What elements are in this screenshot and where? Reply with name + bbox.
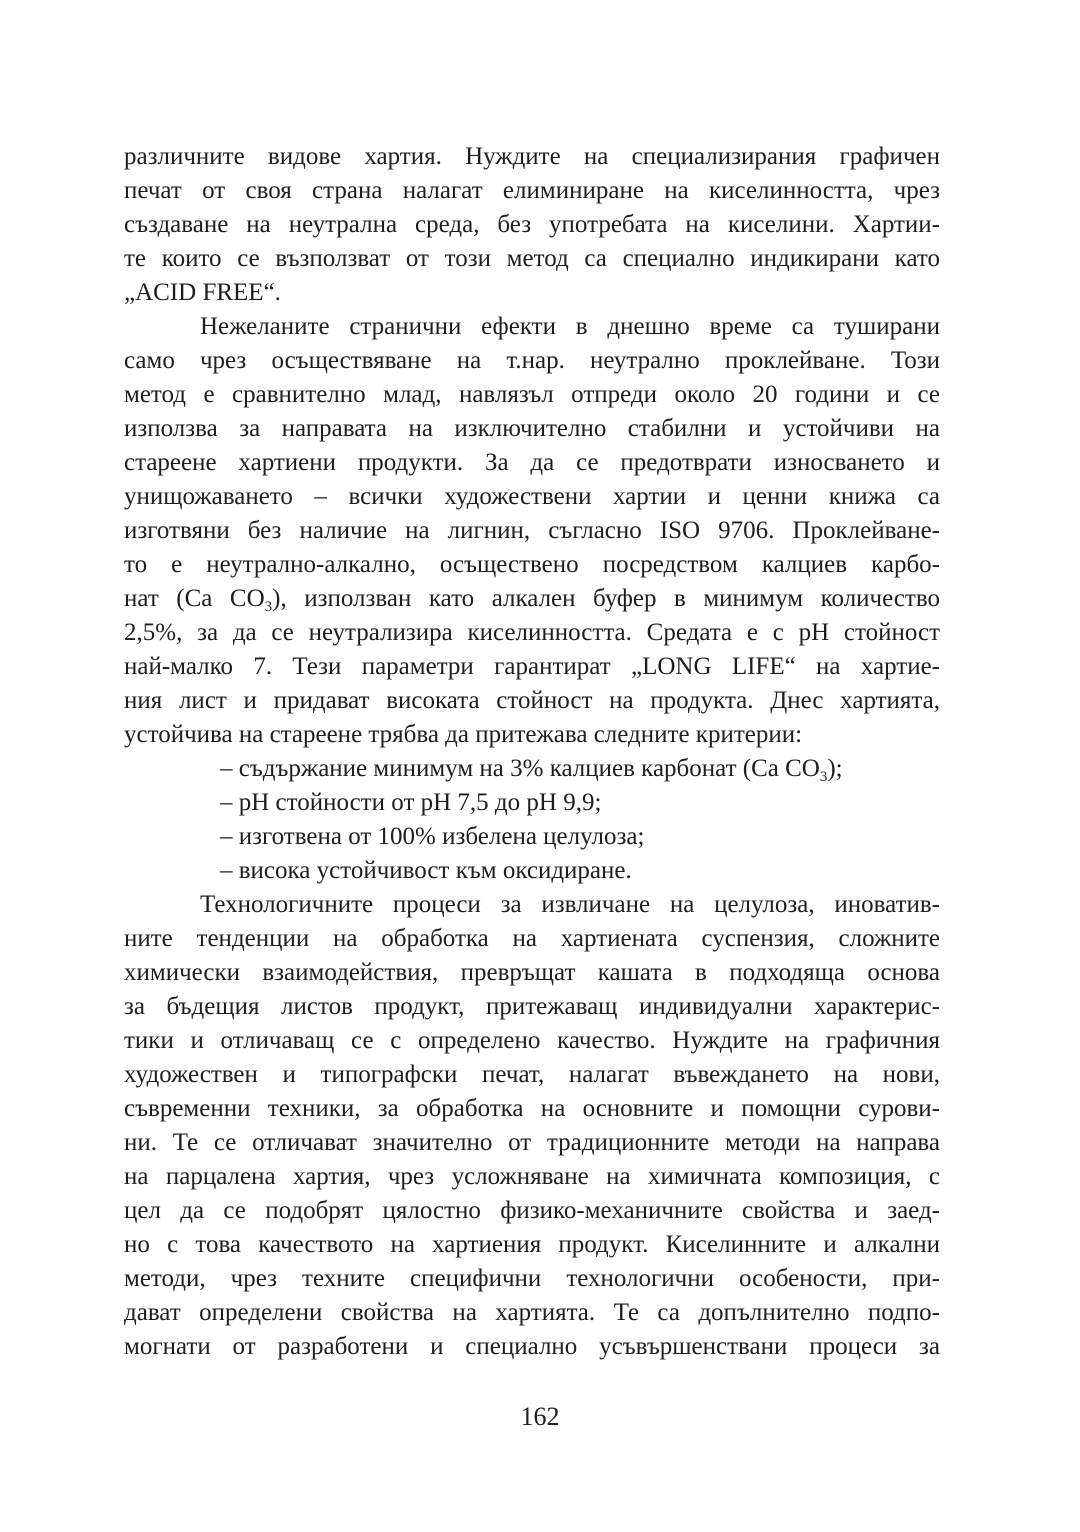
list-item bbox=[124, 752, 940, 786]
text-line: ните тенденции на обработка на хартиената суспензия, сложните bbox=[124, 925, 940, 952]
text-line: стареене хартиени продукти. За да се предотврати износването и bbox=[124, 449, 940, 476]
text-line: те които се възползват от този метод са специално индикирани като bbox=[124, 245, 940, 272]
text-line: „ACID FREE“. bbox=[124, 279, 281, 306]
text-line: Нежеланите странични ефекти в днешно време са туширани bbox=[200, 313, 940, 340]
paragraph bbox=[124, 310, 940, 752]
text-line: само чрез осъществяване на т.нар. неутрално проклейване. Този bbox=[124, 347, 940, 374]
text-line: създаване на неутрална среда, без употребата на киселини. Хартии- bbox=[124, 211, 940, 238]
text-line: метод е сравнително млад, навлязъл отпреди около 20 години и се bbox=[124, 381, 940, 408]
paragraph bbox=[124, 888, 940, 1364]
text-line: но с това качеството на хартиения продукт. Киселинните и алкални bbox=[124, 1231, 940, 1258]
page-number: 162 bbox=[520, 1402, 560, 1431]
text-line: методи, чрез техните специфични технологични особености, при- bbox=[124, 1265, 940, 1292]
text-line: използва за направата на изключително стабилни и устойчиви на bbox=[124, 415, 940, 442]
list-item: – изготвена от 100% избелена целулоза; bbox=[220, 823, 645, 850]
text-line: на парцалена хартия, чрез усложняване на химичната композиция, с bbox=[124, 1163, 940, 1190]
text-line bbox=[124, 582, 940, 616]
text-line: ни. Те се отличават значително от традиционните методи на направа bbox=[124, 1129, 940, 1156]
subscript: 3 bbox=[819, 769, 828, 785]
text-line: цел да се подобрят цялостно физико-механичните свойства и заед- bbox=[124, 1197, 940, 1224]
subscript: 3 bbox=[264, 599, 273, 615]
text-line: изготвяни без наличие на лигнин, съгласно ISO 9706. Проклейване- bbox=[124, 517, 940, 544]
text-line: унищожаването – всички художествени хартии и ценни книжа са bbox=[124, 483, 940, 510]
criteria-list bbox=[124, 752, 940, 888]
text-fragment: – съдържание минимум на 3% калциев карбонат (Ca CO bbox=[220, 755, 820, 782]
text-line: художествен и типографски печат, налагат въвеждането на нови, bbox=[124, 1061, 940, 1088]
text-line: дават определени свойства на хартията. Те са допълнително подпо- bbox=[124, 1299, 940, 1326]
text-line: най-малко 7. Тези параметри гарантират „LONG LIFE“ на хартие- bbox=[124, 653, 940, 680]
text-line: устойчива на стареене трябва да притежава следните критерии: bbox=[124, 721, 803, 748]
text-line: различните видове хартия. Нуждите на специализирания графичен bbox=[124, 143, 940, 170]
text-line: тики и отличаващ се с определено качество. Нуждите на графичния bbox=[124, 1027, 940, 1054]
text-line: могнати от разработени и специално усъвършенствани процеси за bbox=[124, 1333, 940, 1360]
text-line: печат от своя страна налагат елиминиране на киселинността, чрез bbox=[124, 177, 940, 204]
list-item: – pH стойности от pH 7,5 до pH 9,9; bbox=[220, 789, 602, 816]
text-line: за бъдещия листов продукт, притежаващ индивидуални характерис- bbox=[124, 993, 940, 1020]
text-line: съвременни техники, за обработка на основните и помощни сурови- bbox=[124, 1095, 940, 1122]
text-fragment: ); bbox=[827, 755, 843, 782]
list-item: – висока устойчивост към оксидиране. bbox=[220, 857, 632, 884]
text-fragment: нат (Ca CO bbox=[124, 585, 265, 612]
text-line: ния лист и придават високата стойност на продукта. Днес хартията, bbox=[124, 687, 940, 714]
text-line: химически взаимодействия, превръщат кашата в подходяща основа bbox=[124, 959, 940, 986]
body-text bbox=[124, 140, 940, 1364]
text-line: 2,5%, за да се неутрализира киселинността. Средата е с pH стойност bbox=[124, 619, 940, 646]
text-line: то е неутрално-алкално, осъществено посредством калциев карбо- bbox=[124, 551, 940, 578]
text-line: Технологичните процеси за извличане на целулоза, иноватив- bbox=[200, 891, 940, 918]
paragraph bbox=[124, 140, 940, 310]
text-fragment: ), използван като алкален буфер в минимум количество bbox=[272, 585, 940, 612]
